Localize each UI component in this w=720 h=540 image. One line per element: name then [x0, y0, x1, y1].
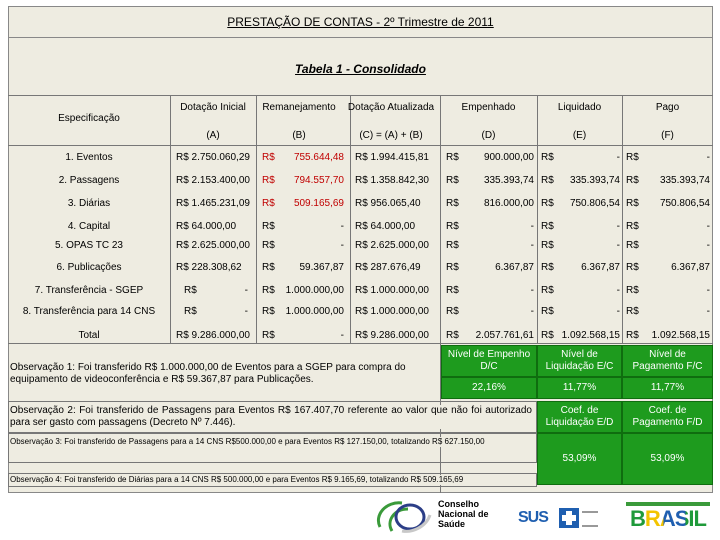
cell-empenhado: 335.393,74: [483, 175, 534, 186]
cell-pago-currency: R$: [626, 330, 639, 341]
cell-dotacao: R$ 2.153.400,00: [176, 175, 250, 186]
cell-dotacao-currency: R$: [184, 306, 197, 317]
col-header-empenhado: Empenhado: [461, 102, 516, 113]
cell-liquidado: -: [616, 240, 620, 251]
cell-pago: -: [706, 306, 710, 317]
observation-1: Observação 1: Foi transferido R$ 1.000.000,00 de Eventos para a SGEP para compra do equipamento de videoconferência e R$ 59.367,87 para Publicações.: [10, 362, 435, 386]
cell-remanejamento: 794.557,70: [293, 175, 344, 186]
col-header-liquidado: Liquidado: [557, 102, 602, 113]
cell-liquidado: -: [616, 152, 620, 163]
col-code-a: (A): [206, 130, 220, 141]
cell-pago-currency: R$: [626, 240, 639, 251]
cell-liquidado-currency: R$: [541, 221, 554, 232]
cell-pago: -: [706, 240, 710, 251]
col-code-e: (E): [572, 130, 587, 141]
cell-dotacao: R$ 9.286.000,00: [176, 330, 250, 341]
indicator-empenho-label: Nível de Empenho D/C: [441, 345, 537, 377]
cell-remanejamento-currency: R$: [262, 175, 275, 186]
observation-4: Observação 4: Foi transferido de Diárias para a 14 CNS R$ 500.000,00 e para Eventos R$ 9.165,69, totalizando R$ 509.165,69: [10, 475, 534, 485]
cell-atualizada: R$ 64.000,00: [355, 221, 416, 232]
cell-remanejamento: -: [340, 240, 344, 251]
cell-dotacao: R$ 1.465.231,09: [176, 198, 250, 209]
cell-liquidado: -: [616, 285, 620, 296]
grid-line: [8, 95, 713, 96]
col-header-atualizada: Dotação Atualizada: [347, 102, 435, 113]
brasil-logo: [624, 500, 714, 536]
cell-atualizada: R$ 9.286.000,00: [355, 330, 429, 341]
cell-pago: 1.092.568,15: [651, 330, 710, 341]
cell-dotacao: R$ 228.308,62: [176, 262, 242, 273]
cell-remanejamento: 59.367,87: [299, 262, 344, 273]
cell-atualizada: R$ 1.000.000,00: [355, 306, 429, 317]
sus-logo: [518, 505, 598, 533]
cell-empenhado: -: [530, 285, 534, 296]
cell-liquidado-currency: R$: [541, 175, 554, 186]
indicator-coef-liquidacao-label: Coef. de Liquidação E/D: [537, 401, 622, 433]
cell-empenhado-currency: R$: [446, 285, 459, 296]
cell-liquidado: 1.092.568,15: [561, 330, 620, 341]
cell-empenhado-currency: R$: [446, 330, 459, 341]
cell-empenhado: 816.000,00: [483, 198, 534, 209]
grid-line: [8, 145, 713, 146]
indicator-coef-pagamento-value: 53,09%: [622, 433, 713, 485]
page-title: [8, 6, 713, 38]
cell-pago: 750.806,54: [659, 198, 710, 209]
col-header-pago: Pago: [655, 102, 680, 113]
page-title-text: PRESTAÇÃO DE CONTAS - 2º Trimestre de 2011: [227, 15, 494, 29]
observation-3: Observação 3: Foi transferido de Passagens para a 14 CNS R$500.000,00 e para Eventos R$ 127.150,00, totalizando R$ 627.150,00: [10, 437, 532, 447]
cell-pago: 6.367,87: [671, 262, 710, 273]
conselho-emblem-icon: [372, 497, 436, 537]
cell-liquidado-currency: R$: [541, 152, 554, 163]
col-code-c: (C) = (A) + (B): [359, 130, 423, 141]
cell-empenhado: -: [530, 306, 534, 317]
indicator-pagamento-label: Nível de Pagamento F/C: [622, 345, 713, 377]
cell-atualizada: R$ 1.000.000,00: [355, 285, 429, 296]
cell-empenhado-currency: R$: [446, 198, 459, 209]
cell-empenhado-currency: R$: [446, 306, 459, 317]
cell-pago-currency: R$: [626, 198, 639, 209]
cell-pago-currency: R$: [626, 152, 639, 163]
cell-liquidado: 335.393,74: [569, 175, 620, 186]
row-label: 4. Capital: [67, 221, 111, 232]
cell-empenhado-currency: R$: [446, 152, 459, 163]
col-code-b: (B): [292, 130, 306, 141]
cell-liquidado-currency: R$: [541, 198, 554, 209]
cell-empenhado: 900.000,00: [483, 152, 534, 163]
indicator-coef-pagamento-label: Coef. de Pagamento F/D: [622, 401, 713, 433]
conselho-logo: [372, 497, 512, 537]
sus-subtitle: [582, 511, 598, 527]
cell-dotacao: -: [244, 306, 248, 317]
sus-logo-text: SUS: [518, 509, 548, 526]
cell-dotacao-currency: R$: [184, 285, 197, 296]
grid-line: [8, 343, 713, 344]
cell-remanejamento-currency: R$: [262, 262, 275, 273]
cell-remanejamento-currency: R$: [262, 240, 275, 251]
cell-empenhado-currency: R$: [446, 262, 459, 273]
col-header-dotacao: Dotação Inicial: [180, 102, 246, 113]
cell-liquidado: -: [616, 306, 620, 317]
sus-cross-icon: [558, 507, 580, 529]
cell-empenhado: -: [530, 221, 534, 232]
row-label: 8. Transferência para 14 CNS: [22, 306, 156, 317]
cell-liquidado-currency: R$: [541, 262, 554, 273]
cell-liquidado: 6.367,87: [581, 262, 620, 273]
cell-pago-currency: R$: [626, 175, 639, 186]
col-code-d: (D): [481, 130, 496, 141]
cell-pago: -: [706, 221, 710, 232]
cell-remanejamento: 1.000.000,00: [285, 285, 344, 296]
cell-dotacao: -: [244, 285, 248, 296]
brasil-logo-text: BRASIL: [624, 506, 712, 532]
col-code-f: (F): [661, 130, 674, 141]
col-header-remanejamento: Remanejamento: [262, 102, 336, 113]
cell-atualizada: R$ 287.676,49: [355, 262, 421, 273]
cell-empenhado-currency: R$: [446, 175, 459, 186]
cell-liquidado-currency: R$: [541, 330, 554, 341]
cell-remanejamento-currency: R$: [262, 285, 275, 296]
cell-remanejamento-currency: R$: [262, 306, 275, 317]
cell-atualizada: R$ 956.065,40: [355, 198, 421, 209]
cell-pago: 335.393,74: [659, 175, 710, 186]
cell-remanejamento: 1.000.000,00: [285, 306, 344, 317]
cell-empenhado-currency: R$: [446, 240, 459, 251]
cell-liquidado-currency: R$: [541, 306, 554, 317]
cell-remanejamento: 755.644,48: [293, 152, 344, 163]
indicator-liquidacao-value: 11,77%: [537, 377, 622, 399]
col-header-spec: Especificação: [58, 113, 120, 124]
row-label: 5. OPAS TC 23: [55, 240, 123, 251]
table-subtitle-text: Tabela 1 - Consolidado: [295, 62, 426, 76]
cell-atualizada: R$ 1.994.415,81: [355, 152, 429, 163]
row-label: 6. Publicações: [56, 262, 122, 273]
table-subtitle: [8, 62, 713, 76]
cell-liquidado: 750.806,54: [569, 198, 620, 209]
cell-empenhado: -: [530, 240, 534, 251]
cell-liquidado-currency: R$: [541, 285, 554, 296]
row-label: Total: [78, 330, 100, 341]
cell-remanejamento-currency: R$: [262, 221, 275, 232]
cell-remanejamento-currency: R$: [262, 198, 275, 209]
indicator-empenho-value: 22,16%: [441, 377, 537, 399]
cell-remanejamento: -: [340, 330, 344, 341]
cell-pago-currency: R$: [626, 285, 639, 296]
cell-atualizada: R$ 1.358.842,30: [355, 175, 429, 186]
cell-dotacao: R$ 2.625.000,00: [176, 240, 250, 251]
observation-2: Observação 2: Foi transferido de Passagens para Eventos R$ 167.407,70 referente ao valor que não foi autorizado para ser gasto com passagens (Decreto Nº 7.446).: [10, 405, 532, 428]
row-label: 2. Passagens: [58, 175, 120, 186]
cell-pago-currency: R$: [626, 221, 639, 232]
cell-remanejamento: 509.165,69: [293, 198, 344, 209]
indicator-coef-liquidacao-value: 53,09%: [537, 433, 622, 485]
cell-pago-currency: R$: [626, 306, 639, 317]
row-label: 7. Transferência - SGEP: [34, 285, 144, 296]
cell-dotacao: R$ 2.750.060,29: [176, 152, 250, 163]
cell-pago: -: [706, 152, 710, 163]
cell-atualizada: R$ 2.625.000,00: [355, 240, 429, 251]
cell-empenhado-currency: R$: [446, 221, 459, 232]
cell-pago: -: [706, 285, 710, 296]
cell-pago-currency: R$: [626, 262, 639, 273]
row-label: 1. Eventos: [65, 152, 113, 163]
cell-liquidado-currency: R$: [541, 240, 554, 251]
cell-remanejamento-currency: R$: [262, 330, 275, 341]
cell-empenhado: 6.367,87: [495, 262, 534, 273]
cell-empenhado: 2.057.761,61: [475, 330, 534, 341]
cell-remanejamento: -: [340, 221, 344, 232]
row-label: 3. Diárias: [67, 198, 111, 209]
conselho-logo-text: Conselho Nacional de Saúde: [438, 499, 489, 529]
cell-liquidado: -: [616, 221, 620, 232]
cell-remanejamento-currency: R$: [262, 152, 275, 163]
indicator-liquidacao-label: Nível de Liquidação E/C: [537, 345, 622, 377]
cell-dotacao: R$ 64.000,00: [176, 221, 237, 232]
indicator-pagamento-value: 11,77%: [622, 377, 713, 399]
